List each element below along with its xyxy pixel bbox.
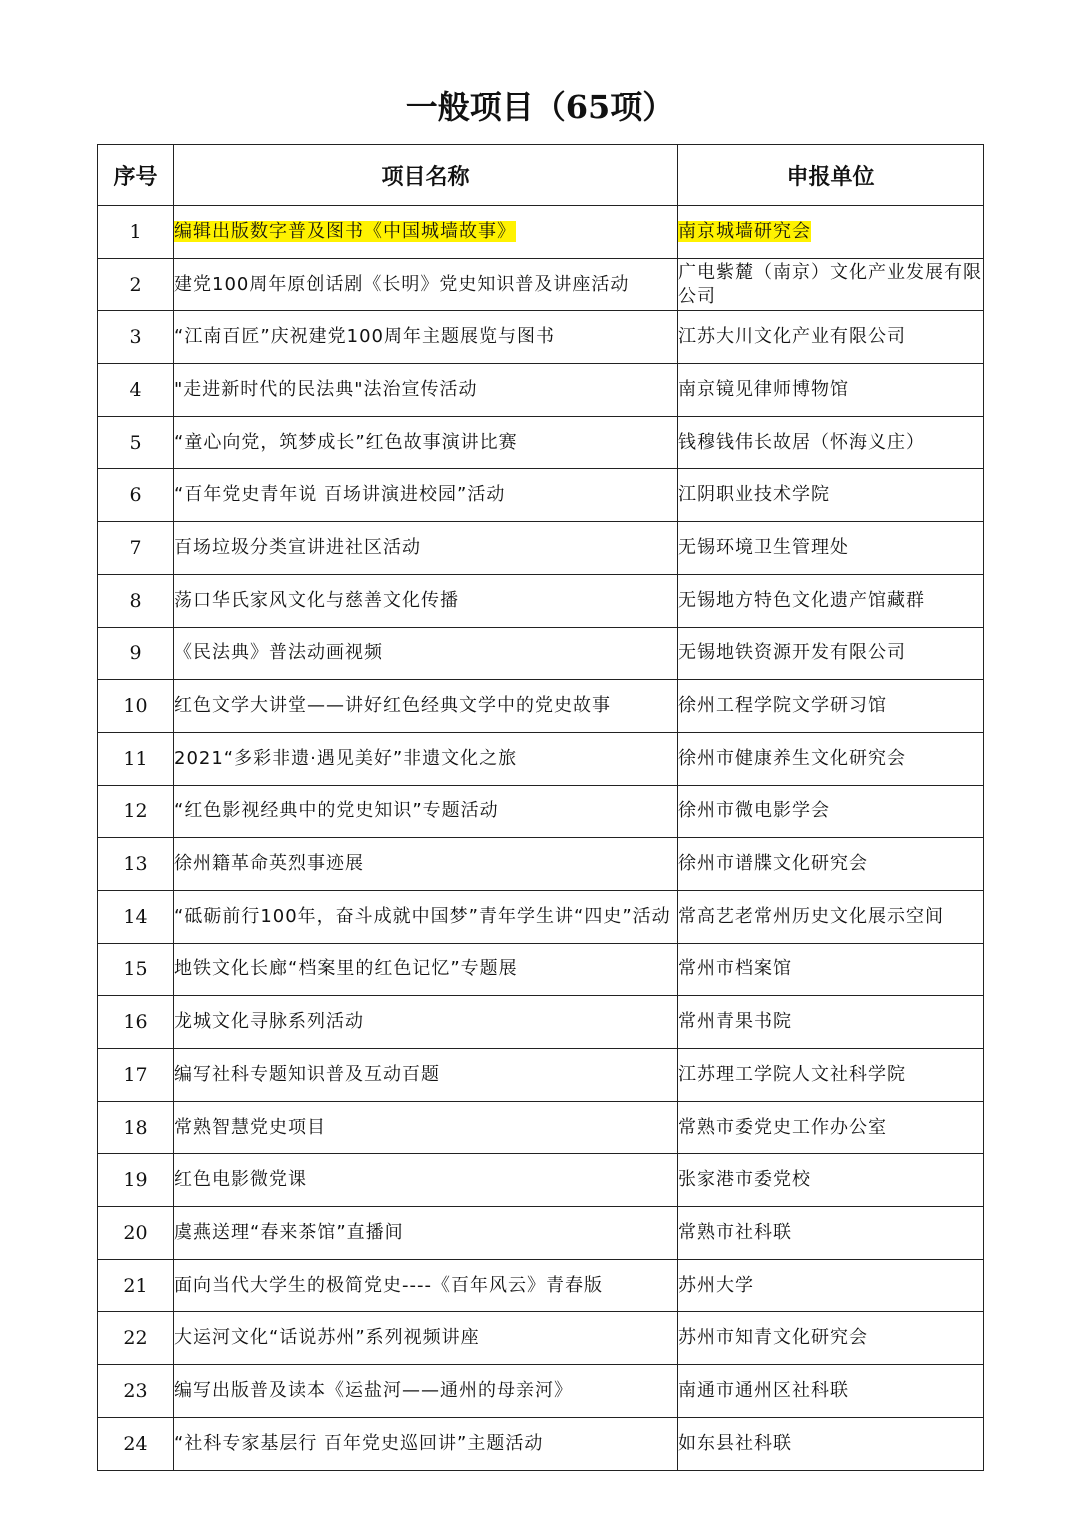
row-applicant-unit-cell <box>678 1101 984 1154</box>
table-row <box>98 1207 984 1260</box>
row-project-name: “江南百匠”庆祝建党100周年主题展览与图书 <box>174 326 556 348</box>
row-serial-number: 2 <box>98 258 174 311</box>
row-project-name-cell <box>174 416 678 469</box>
row-project-name: “砥砺前行100年，奋斗成就中国梦”青年学生讲“四史”活动 <box>174 905 671 927</box>
row-serial-number: 4 <box>98 364 174 417</box>
row-project-name-cell <box>174 522 678 575</box>
row-applicant-unit: 常高艺老常州历史文化展示空间 <box>678 905 944 927</box>
row-applicant-unit-cell <box>678 838 984 891</box>
table-row <box>98 1101 984 1154</box>
row-project-name-cell <box>174 1049 678 1102</box>
row-applicant-unit-cell <box>678 732 984 785</box>
row-project-name-cell <box>174 890 678 943</box>
header-applicant-unit: 申报单位 <box>678 145 984 206</box>
row-applicant-unit-cell <box>678 522 984 575</box>
row-project-name: 编写出版普及读本《运盐河——通州的母亲河》 <box>174 1379 573 1401</box>
row-applicant-unit: 江阴职业技术学院 <box>678 484 830 506</box>
table-row <box>98 416 984 469</box>
row-project-name-cell <box>174 206 678 259</box>
row-project-name-cell <box>174 732 678 785</box>
table-row <box>98 996 984 1049</box>
row-applicant-unit: 江苏理工学院人文社科学院 <box>678 1063 906 1085</box>
row-applicant-unit: 徐州市谱牒文化研究会 <box>678 853 868 875</box>
projects-table <box>97 144 984 1471</box>
table-row <box>98 469 984 522</box>
row-applicant-unit-cell <box>678 785 984 838</box>
row-project-name: 编写社科专题知识普及互动百题 <box>174 1063 440 1085</box>
row-project-name-cell <box>174 1365 678 1418</box>
row-project-name-cell <box>174 1154 678 1207</box>
row-project-name: “社科专家基层行 百年党史巡回讲”主题活动 <box>174 1432 544 1454</box>
row-project-name: 面向当代大学生的极简党史----《百年风云》青春版 <box>174 1274 603 1296</box>
row-project-name: 荡口华氏家风文化与慈善文化传播 <box>174 589 459 611</box>
row-serial-number: 9 <box>98 627 174 680</box>
row-applicant-unit-cell <box>678 258 984 311</box>
row-project-name-cell <box>174 574 678 627</box>
row-applicant-unit: 徐州工程学院文学研习馆 <box>678 695 887 717</box>
row-applicant-unit-cell <box>678 416 984 469</box>
row-project-name-cell <box>174 311 678 364</box>
row-serial-number: 24 <box>98 1417 174 1470</box>
row-project-name: “百年党史青年说 百场讲演进校园”活动 <box>174 484 506 506</box>
table-row <box>98 364 984 417</box>
row-applicant-unit-cell <box>678 574 984 627</box>
row-applicant-unit-cell <box>678 627 984 680</box>
header-project-name: 项目名称 <box>174 145 678 206</box>
row-project-name: 2021“多彩非遗·遇见美好”非遗文化之旅 <box>174 747 518 769</box>
row-serial-number: 6 <box>98 469 174 522</box>
row-project-name-cell <box>174 627 678 680</box>
row-applicant-unit-cell <box>678 469 984 522</box>
row-applicant-unit: 徐州市微电影学会 <box>678 800 830 822</box>
row-project-name: “童心向党，筑梦成长”红色故事演讲比赛 <box>174 431 518 453</box>
table-row <box>98 627 984 680</box>
row-project-name: “红色影视经典中的党史知识”专题活动 <box>174 800 499 822</box>
table-row <box>98 574 984 627</box>
table-row <box>98 1417 984 1470</box>
row-project-name-cell <box>174 1259 678 1312</box>
row-project-name: 龙城文化寻脉系列活动 <box>174 1011 364 1033</box>
row-project-name-cell <box>174 680 678 733</box>
row-project-name-cell <box>174 943 678 996</box>
row-applicant-unit: 广电紫麓（南京）文化产业发展有限公司 <box>678 261 982 307</box>
table-row <box>98 311 984 364</box>
row-applicant-unit: 钱穆钱伟长故居（怀海义庄） <box>678 431 925 453</box>
table-row <box>98 838 984 891</box>
table-row <box>98 206 984 259</box>
row-applicant-unit: 南京城墙研究会 <box>678 220 811 242</box>
row-project-name-cell <box>174 469 678 522</box>
table-row <box>98 680 984 733</box>
row-applicant-unit: 无锡地铁资源开发有限公司 <box>678 642 906 664</box>
row-applicant-unit: 常州青果书院 <box>678 1011 792 1033</box>
table-row <box>98 1049 984 1102</box>
row-serial-number: 1 <box>98 206 174 259</box>
row-serial-number: 22 <box>98 1312 174 1365</box>
row-applicant-unit: 无锡地方特色文化遗产馆藏群 <box>678 589 925 611</box>
row-project-name-cell <box>174 838 678 891</box>
row-applicant-unit-cell <box>678 311 984 364</box>
row-applicant-unit: 常熟市社科联 <box>678 1221 792 1243</box>
row-serial-number: 23 <box>98 1365 174 1418</box>
row-project-name-cell <box>174 785 678 838</box>
row-project-name: 大运河文化“话说苏州”系列视频讲座 <box>174 1327 480 1349</box>
row-serial-number: 5 <box>98 416 174 469</box>
row-applicant-unit-cell <box>678 680 984 733</box>
row-applicant-unit-cell <box>678 1312 984 1365</box>
row-project-name-cell <box>174 1207 678 1260</box>
row-applicant-unit: 南通市通州区社科联 <box>678 1379 849 1401</box>
row-applicant-unit-cell <box>678 1417 984 1470</box>
row-serial-number: 21 <box>98 1259 174 1312</box>
row-serial-number: 10 <box>98 680 174 733</box>
row-applicant-unit: 南京镜见律师博物馆 <box>678 378 849 400</box>
row-applicant-unit-cell <box>678 1365 984 1418</box>
row-project-name-cell <box>174 1101 678 1154</box>
row-project-name: 虞燕送理“春来茶馆”直播间 <box>174 1221 404 1243</box>
table-row <box>98 732 984 785</box>
page-title: 一般项目（65项） <box>405 88 675 126</box>
table-row <box>98 890 984 943</box>
row-project-name-cell <box>174 364 678 417</box>
row-project-name: 地铁文化长廊“档案里的红色记忆”专题展 <box>174 958 518 980</box>
row-serial-number: 11 <box>98 732 174 785</box>
row-applicant-unit-cell <box>678 890 984 943</box>
row-applicant-unit: 江苏大川文化产业有限公司 <box>678 326 906 348</box>
row-serial-number: 7 <box>98 522 174 575</box>
row-project-name: 百场垃圾分类宣讲进社区活动 <box>174 536 421 558</box>
row-serial-number: 13 <box>98 838 174 891</box>
row-project-name: 《民法典》普法动画视频 <box>174 642 383 664</box>
row-project-name: "走进新时代的民法典"法治宣传活动 <box>174 378 478 400</box>
row-applicant-unit: 常熟市委党史工作办公室 <box>678 1116 887 1138</box>
row-project-name-cell <box>174 1417 678 1470</box>
row-applicant-unit-cell <box>678 364 984 417</box>
row-applicant-unit-cell <box>678 1154 984 1207</box>
row-project-name: 红色电影微党课 <box>174 1169 307 1191</box>
table-row <box>98 943 984 996</box>
row-project-name: 建党100周年原创话剧《长明》党史知识普及讲座活动 <box>174 273 630 295</box>
table-row <box>98 522 984 575</box>
row-serial-number: 15 <box>98 943 174 996</box>
row-project-name: 编辑出版数字普及图书《中国城墙故事》 <box>174 220 516 242</box>
row-applicant-unit: 苏州大学 <box>678 1274 754 1296</box>
table-row <box>98 1154 984 1207</box>
row-project-name: 常熟智慧党史项目 <box>174 1116 326 1138</box>
row-serial-number: 18 <box>98 1101 174 1154</box>
row-project-name: 红色文学大讲堂——讲好红色经典文学中的党史故事 <box>174 695 611 717</box>
row-project-name: 徐州籍革命英烈事迹展 <box>174 853 364 875</box>
row-serial-number: 12 <box>98 785 174 838</box>
table-row <box>98 1259 984 1312</box>
row-serial-number: 19 <box>98 1154 174 1207</box>
table-row <box>98 1312 984 1365</box>
table-row <box>98 1365 984 1418</box>
row-applicant-unit: 无锡环境卫生管理处 <box>678 536 849 558</box>
row-applicant-unit-cell <box>678 1049 984 1102</box>
row-applicant-unit: 张家港市委党校 <box>678 1169 811 1191</box>
row-serial-number: 20 <box>98 1207 174 1260</box>
row-applicant-unit: 常州市档案馆 <box>678 958 792 980</box>
row-applicant-unit: 苏州市知青文化研究会 <box>678 1327 868 1349</box>
table-header-row <box>98 145 984 206</box>
row-applicant-unit-cell <box>678 206 984 259</box>
row-project-name-cell <box>174 258 678 311</box>
row-applicant-unit-cell <box>678 943 984 996</box>
row-serial-number: 14 <box>98 890 174 943</box>
row-applicant-unit-cell <box>678 1259 984 1312</box>
row-applicant-unit-cell <box>678 1207 984 1260</box>
header-serial-number: 序号 <box>98 145 174 206</box>
table-row <box>98 785 984 838</box>
row-project-name-cell <box>174 1312 678 1365</box>
row-serial-number: 8 <box>98 574 174 627</box>
row-serial-number: 16 <box>98 996 174 1049</box>
table-row <box>98 258 984 311</box>
row-applicant-unit: 徐州市健康养生文化研究会 <box>678 747 906 769</box>
row-serial-number: 17 <box>98 1049 174 1102</box>
row-project-name-cell <box>174 996 678 1049</box>
row-applicant-unit: 如东县社科联 <box>678 1432 792 1454</box>
row-applicant-unit-cell <box>678 996 984 1049</box>
row-serial-number: 3 <box>98 311 174 364</box>
